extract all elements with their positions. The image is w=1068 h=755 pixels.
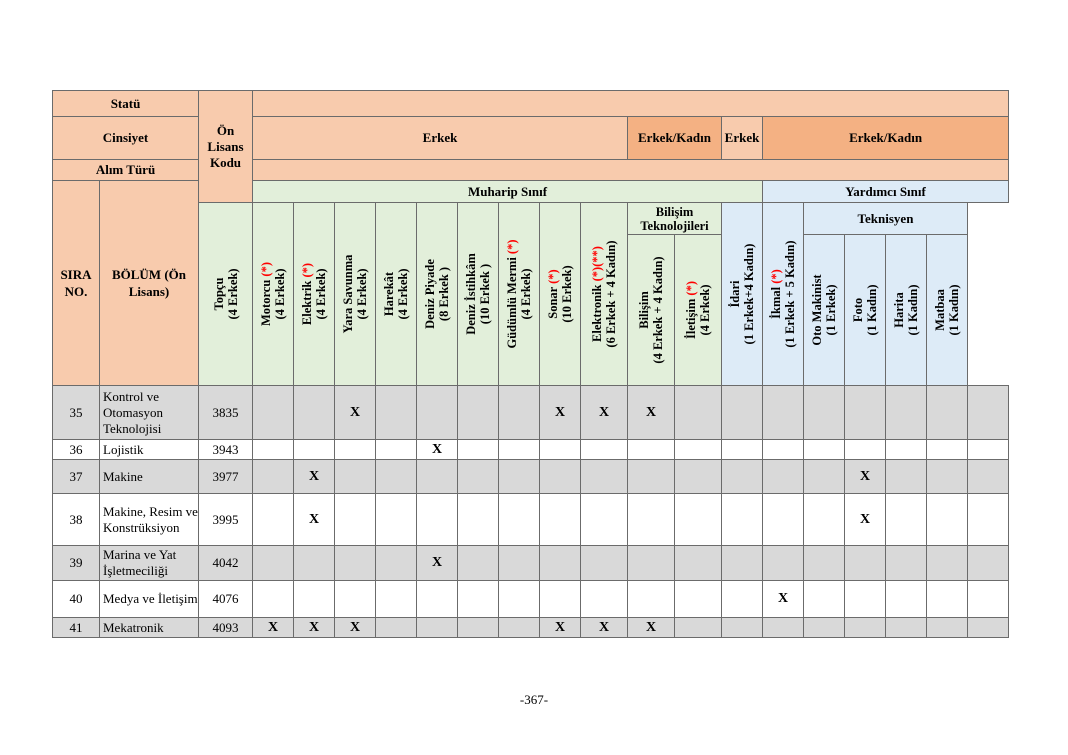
sira-no-cell: 38 xyxy=(53,494,100,546)
column-header-text xyxy=(684,281,712,339)
empty-cell xyxy=(458,546,499,581)
empty-cell xyxy=(458,386,499,440)
column-header xyxy=(376,203,417,386)
empty-cell xyxy=(458,494,499,546)
column-mark: (*) xyxy=(769,269,783,284)
column-name: İdari xyxy=(728,280,742,308)
column-quota: (4 Erkek) xyxy=(314,268,328,320)
empty-cell xyxy=(499,494,540,546)
column-header-text xyxy=(728,244,756,345)
bolum-cell: Makine, Resim ve Konstrüksiyon xyxy=(100,494,199,546)
column-name: Deniz İstihkâm xyxy=(464,253,478,335)
table-row xyxy=(53,546,1009,581)
column-header-text xyxy=(892,284,920,335)
x-mark-cell: X xyxy=(763,581,804,618)
empty-cell xyxy=(804,494,845,546)
empty-cell xyxy=(253,546,294,581)
column-header-text xyxy=(382,268,410,319)
x-mark-cell: X xyxy=(335,386,376,440)
column-header-text xyxy=(464,253,492,335)
cinsiyet-label: Cinsiyet xyxy=(53,117,199,160)
column-name: Foto xyxy=(851,297,865,323)
column-name: Yara Savunma xyxy=(341,254,355,334)
column-header-text xyxy=(637,256,665,363)
empty-cell xyxy=(968,494,1009,546)
x-mark-cell: X xyxy=(540,618,581,638)
empty-cell xyxy=(675,386,722,440)
empty-cell xyxy=(581,546,628,581)
empty-cell xyxy=(927,581,968,618)
empty-cell xyxy=(886,460,927,494)
column-quota: (1 Kadın) xyxy=(865,284,879,336)
column-quota: (4 Erkek) xyxy=(355,268,369,320)
empty-cell xyxy=(968,618,1009,638)
empty-cell xyxy=(458,618,499,638)
empty-cell xyxy=(968,386,1009,440)
empty-cell xyxy=(675,440,722,460)
cinsiyet-erkek-kadin-1: Erkek/Kadın xyxy=(628,117,722,160)
x-mark-cell: X xyxy=(294,460,335,494)
column-header-text xyxy=(810,274,838,345)
column-mark: (*) xyxy=(259,262,273,277)
empty-cell xyxy=(675,618,722,638)
column-header xyxy=(804,235,845,386)
empty-cell xyxy=(927,440,968,460)
column-header xyxy=(763,203,804,386)
column-mark: (*) xyxy=(300,262,314,278)
empty-cell xyxy=(294,386,335,440)
kod-cell: 4076 xyxy=(199,581,253,618)
empty-cell xyxy=(968,440,1009,460)
column-quota: (1 Erkek+4 Kadın) xyxy=(742,243,756,345)
empty-cell xyxy=(968,460,1009,494)
sira-no-header xyxy=(53,181,100,386)
table-row xyxy=(53,618,1009,638)
empty-cell xyxy=(540,494,581,546)
empty-cell xyxy=(763,546,804,581)
column-header-text xyxy=(505,239,533,348)
empty-cell xyxy=(886,618,927,638)
column-quota: (4 Erkek) xyxy=(519,268,533,320)
column-quota: (1 Erkek + 5 Kadın) xyxy=(783,240,797,348)
column-header xyxy=(417,203,458,386)
kod-cell: 3995 xyxy=(199,494,253,546)
kod-cell: 3977 xyxy=(199,460,253,494)
empty-cell xyxy=(763,460,804,494)
empty-cell xyxy=(927,618,968,638)
empty-cell xyxy=(376,386,417,440)
empty-cell xyxy=(581,494,628,546)
table-row xyxy=(53,581,1009,618)
empty-cell xyxy=(376,440,417,460)
alim-turu-row xyxy=(53,160,1009,181)
x-mark-cell: X xyxy=(845,494,886,546)
empty-cell xyxy=(417,494,458,546)
sira-no-cell: 41 xyxy=(53,618,100,638)
empty-cell xyxy=(294,546,335,581)
empty-cell xyxy=(499,386,540,440)
column-header xyxy=(540,203,581,386)
empty-cell xyxy=(253,460,294,494)
column-header xyxy=(886,235,927,386)
empty-cell xyxy=(294,440,335,460)
column-header xyxy=(294,203,335,386)
empty-cell xyxy=(376,460,417,494)
x-mark-cell: X xyxy=(417,546,458,581)
empty-cell xyxy=(675,460,722,494)
empty-cell xyxy=(376,618,417,638)
empty-cell xyxy=(628,546,675,581)
column-name: Harita xyxy=(892,292,906,328)
empty-cell xyxy=(499,440,540,460)
column-header-text xyxy=(259,262,287,326)
empty-cell xyxy=(886,581,927,618)
x-mark-cell: X xyxy=(540,386,581,440)
bolum-label: BÖLÜM (Ön Lisans) xyxy=(111,267,187,299)
alim-turu-value xyxy=(253,160,1009,181)
empty-cell xyxy=(675,546,722,581)
x-mark-cell: X xyxy=(335,618,376,638)
empty-cell xyxy=(540,460,581,494)
column-header-text xyxy=(933,284,961,335)
empty-cell xyxy=(845,386,886,440)
alim-turu-label: Alım Türü xyxy=(53,160,199,181)
x-mark-cell: X xyxy=(294,618,335,638)
column-name: İletişim xyxy=(684,298,698,339)
column-mark: (*)(**) xyxy=(590,246,604,282)
empty-cell xyxy=(581,440,628,460)
empty-cell xyxy=(253,494,294,546)
empty-cell xyxy=(845,440,886,460)
x-mark-cell: X xyxy=(628,386,675,440)
column-header-text xyxy=(590,240,618,347)
column-name: Topçu xyxy=(211,277,226,311)
empty-cell xyxy=(417,386,458,440)
kod-cell: 4093 xyxy=(199,618,253,638)
column-name: Güdümlü Mermi xyxy=(505,257,519,349)
column-header xyxy=(335,203,376,386)
empty-cell xyxy=(458,440,499,460)
cinsiyet-row xyxy=(53,117,1009,160)
column-quota: (10 Erkek ) xyxy=(478,263,492,325)
column-header-text xyxy=(851,284,879,335)
column-header xyxy=(628,235,675,386)
empty-cell xyxy=(294,581,335,618)
empty-cell xyxy=(458,460,499,494)
empty-cell xyxy=(335,581,376,618)
empty-cell xyxy=(417,581,458,618)
column-quota: (6 Erkek + 4 Kadın) xyxy=(604,240,618,348)
empty-cell xyxy=(540,546,581,581)
empty-cell xyxy=(675,581,722,618)
empty-cell xyxy=(581,460,628,494)
empty-cell xyxy=(253,440,294,460)
sira-no-cell: 37 xyxy=(53,460,100,494)
empty-cell xyxy=(499,618,540,638)
empty-cell xyxy=(253,386,294,440)
sira-no-label: SIRA NO. xyxy=(60,267,92,299)
column-quota: (10 Erkek) xyxy=(560,265,574,323)
column-name: Motorcu xyxy=(259,279,273,326)
kod-cell: 3835 xyxy=(199,386,253,440)
x-mark-cell: X xyxy=(417,440,458,460)
empty-cell xyxy=(499,460,540,494)
column-quota: (4 Erkek + 4 Kadın) xyxy=(651,256,665,364)
empty-cell xyxy=(886,546,927,581)
column-header xyxy=(458,203,499,386)
column-name: Oto Makinist xyxy=(810,274,824,346)
bolum-cell: Lojistik xyxy=(100,440,199,460)
statu-label: Statü xyxy=(53,91,199,117)
empty-cell xyxy=(628,440,675,460)
empty-cell xyxy=(335,546,376,581)
column-name: Elektrik xyxy=(300,280,314,326)
empty-cell xyxy=(927,494,968,546)
column-mark: (*) xyxy=(684,281,698,296)
yardimci-sinif-header: Yardımcı Sınıf xyxy=(763,181,1009,203)
empty-cell xyxy=(804,581,845,618)
empty-cell xyxy=(253,581,294,618)
column-header xyxy=(845,235,886,386)
bolum-header xyxy=(100,181,199,386)
sira-no-cell: 39 xyxy=(53,546,100,581)
column-header xyxy=(499,203,540,386)
kod-cell: 4042 xyxy=(199,546,253,581)
on-lisans-kodu-label: Ön Lisans Kodu xyxy=(207,122,244,170)
empty-cell xyxy=(722,581,763,618)
empty-cell xyxy=(722,618,763,638)
empty-cell xyxy=(886,386,927,440)
column-mark: (*) xyxy=(546,269,560,284)
empty-cell xyxy=(763,386,804,440)
empty-cell xyxy=(763,494,804,546)
table-row xyxy=(53,494,1009,546)
empty-cell xyxy=(804,546,845,581)
x-mark-cell: X xyxy=(581,386,628,440)
empty-cell xyxy=(335,494,376,546)
column-header-text xyxy=(341,255,369,334)
column-header-text xyxy=(546,265,574,322)
on-lisans-kodu-header xyxy=(199,91,253,203)
empty-cell xyxy=(581,581,628,618)
column-name: Sonar xyxy=(546,286,560,319)
empty-cell xyxy=(722,546,763,581)
cinsiyet-erkek: Erkek xyxy=(253,117,628,160)
x-mark-cell: X xyxy=(845,460,886,494)
empty-cell xyxy=(927,386,968,440)
column-header xyxy=(199,203,253,386)
empty-cell xyxy=(927,546,968,581)
empty-cell xyxy=(804,440,845,460)
empty-cell xyxy=(335,440,376,460)
empty-cell xyxy=(540,581,581,618)
empty-cell xyxy=(886,440,927,460)
empty-cell xyxy=(628,581,675,618)
table-row xyxy=(53,440,1009,460)
bolum-cell: Mekatronik xyxy=(100,618,199,638)
column-quota: (1 Erkek) xyxy=(824,284,838,336)
column-name: Elektronik xyxy=(590,284,604,342)
empty-cell xyxy=(722,494,763,546)
empty-cell xyxy=(722,460,763,494)
empty-cell xyxy=(968,546,1009,581)
column-header-text xyxy=(769,240,797,347)
bolum-cell: Marina ve Yat İşletmeciliği xyxy=(100,546,199,581)
empty-cell xyxy=(376,494,417,546)
empty-cell xyxy=(628,460,675,494)
empty-cell xyxy=(376,546,417,581)
page-number: -367- xyxy=(519,692,549,707)
empty-cell xyxy=(886,494,927,546)
muharip-sinif-header: Muharip Sınıf xyxy=(253,181,763,203)
empty-cell xyxy=(417,618,458,638)
bolum-cell: Kontrol ve Otomasyon Teknolojisi xyxy=(100,386,199,440)
empty-cell xyxy=(804,386,845,440)
column-header xyxy=(675,235,722,386)
column-quota: (1 Kadın) xyxy=(906,284,920,336)
column-header xyxy=(722,203,763,386)
empty-cell xyxy=(722,386,763,440)
statu-value xyxy=(253,91,1009,117)
column-name: Deniz Piyade xyxy=(423,259,437,329)
x-mark-cell: X xyxy=(581,618,628,638)
x-mark-cell: X xyxy=(253,618,294,638)
sira-no-cell: 36 xyxy=(53,440,100,460)
sira-no-cell: 40 xyxy=(53,581,100,618)
column-name: İkmal xyxy=(769,286,783,319)
cinsiyet-erkek-kadin-2: Erkek/Kadın xyxy=(763,117,1009,160)
column-header xyxy=(253,203,294,386)
empty-cell xyxy=(927,460,968,494)
column-quota: (1 Kadın) xyxy=(947,284,961,336)
column-name: Matbaa xyxy=(933,289,947,331)
column-quota: (4 Erkek) xyxy=(273,268,287,320)
empty-cell xyxy=(499,581,540,618)
sinif-row xyxy=(53,181,1009,203)
column-quota: (8 Erkek ) xyxy=(437,266,451,322)
teknisyen-header: Teknisyen xyxy=(804,203,968,235)
empty-cell xyxy=(628,494,675,546)
bolum-cell: Medya ve İletişim xyxy=(100,581,199,618)
column-name: Bilişim xyxy=(637,291,651,329)
table-row xyxy=(53,460,1009,494)
column-quota: (4 Erkek) xyxy=(396,268,410,320)
column-name: Harekât xyxy=(382,271,396,317)
empty-cell xyxy=(845,618,886,638)
x-mark-cell: X xyxy=(294,494,335,546)
column-quota: (4 Erkek) xyxy=(225,268,240,320)
empty-cell xyxy=(968,581,1009,618)
empty-cell xyxy=(335,460,376,494)
quota-table xyxy=(52,90,1009,638)
empty-cell xyxy=(763,440,804,460)
empty-cell xyxy=(376,581,417,618)
empty-cell xyxy=(845,546,886,581)
empty-cell xyxy=(458,581,499,618)
empty-cell xyxy=(499,546,540,581)
empty-cell xyxy=(675,494,722,546)
cinsiyet-erkek-2: Erkek xyxy=(722,117,763,160)
x-mark-cell: X xyxy=(628,618,675,638)
sira-no-cell: 35 xyxy=(53,386,100,440)
column-quota: (4 Erkek) xyxy=(698,284,712,336)
column-header-text xyxy=(300,263,328,325)
empty-cell xyxy=(722,440,763,460)
empty-cell xyxy=(763,618,804,638)
table-row xyxy=(53,386,1009,440)
empty-cell xyxy=(845,581,886,618)
empty-cell xyxy=(804,460,845,494)
bolum-cell: Makine xyxy=(100,460,199,494)
empty-cell xyxy=(540,440,581,460)
bilisim-teknolojileri-header: Bilişim Teknolojileri xyxy=(628,203,722,235)
column-header xyxy=(581,203,628,386)
column-mark: (*) xyxy=(505,239,519,255)
empty-cell xyxy=(417,460,458,494)
statu-row xyxy=(53,91,1009,117)
kod-cell: 3943 xyxy=(199,440,253,460)
column-header-text xyxy=(212,268,240,319)
empty-cell xyxy=(804,618,845,638)
column-header-text xyxy=(423,259,451,329)
column-header xyxy=(927,235,968,386)
